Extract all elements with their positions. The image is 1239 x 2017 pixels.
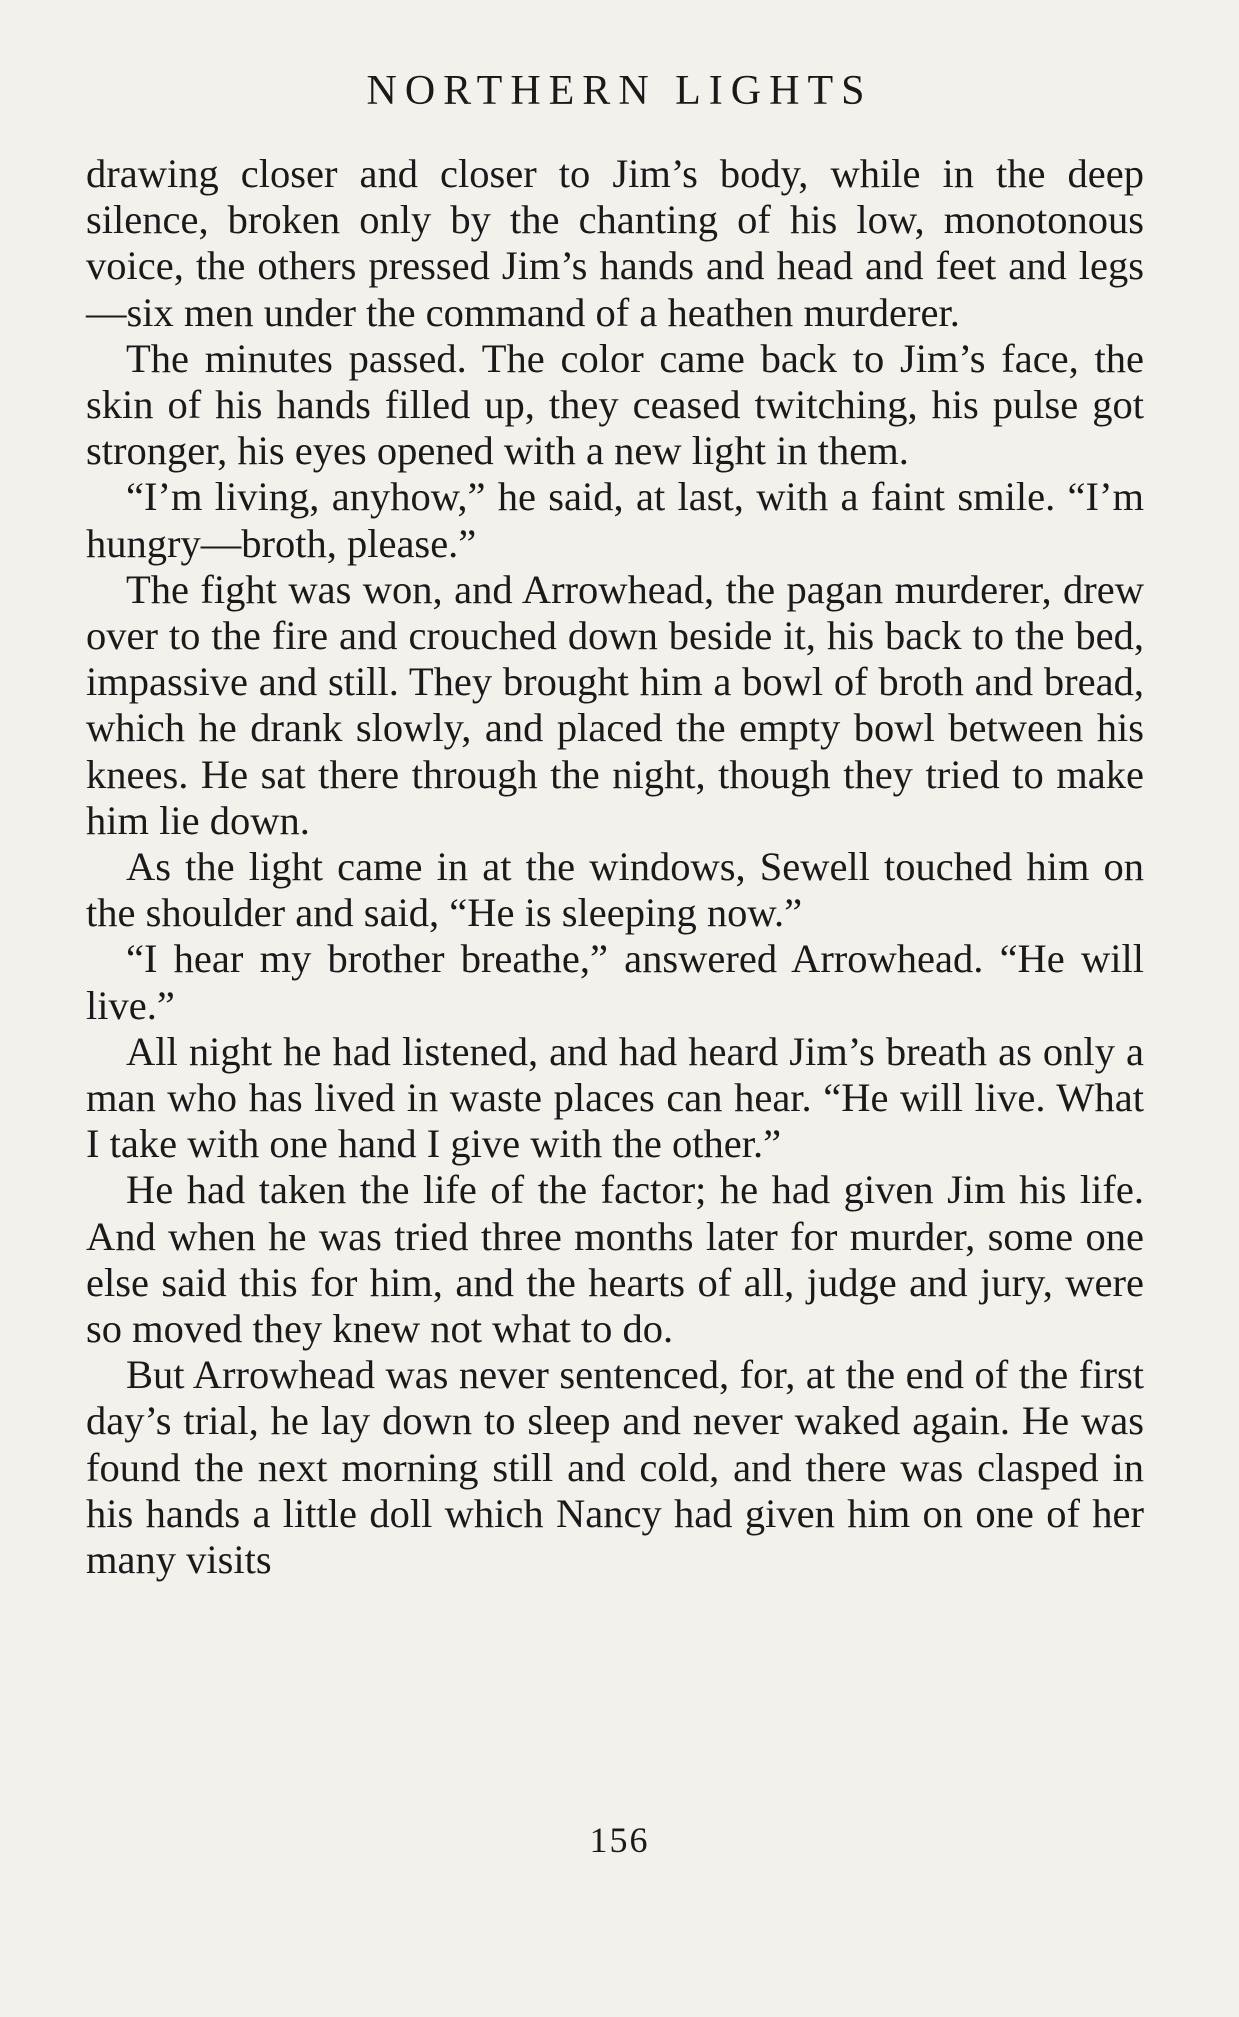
body-text (86, 151, 1144, 1583)
paragraph-7: All night he had listened, and had heard Jim’s breath as only a man who has lived in waste places can hear. “He will live. What I take with one hand I give with the other.” (86, 1028, 1144, 1167)
paragraph-4: The fight was won, and Arrowhead, the pagan murderer, drew over to the fire and crouched down beside it, his back to the bed, impassive and still. They brought him a bowl of broth and bread, which he drank slowly, and placed the empty bowl between his knees. He sat there through the night, though they tried to make him lie down. (86, 566, 1144, 843)
paragraph-2: The minutes passed. The color came back to Jim’s face, the skin of his hands filled up, they ceased twitching, his pulse got stronger, his eyes opened with a new light in them. (86, 335, 1144, 474)
paragraph-6: “I hear my brother breathe,” answered Arrowhead. “He will live.” (86, 936, 1144, 1028)
paragraph-9: But Arrowhead was never sentenced, for, at the end of the first day’s trial, he lay down to sleep and never waked again. He was found the next morning still and cold, and there was clasped in his hands a little doll which Nancy had given him on one of her many visits (86, 1352, 1144, 1583)
paragraph-1: drawing closer and closer to Jim’s body, while in the deep silence, broken only by the chanting of his low, monotonous voice, the others pressed Jim’s hands and head and feet and legs—six men under the command of a heathen murderer. (86, 151, 1144, 335)
running-head: NORTHERN LIGHTS (366, 68, 873, 114)
page-number: 156 (589, 1820, 650, 1860)
paragraph-8: He had taken the life of the factor; he had given Jim his life. And when he was tried three months later for murder, some one else said this for him, and the hearts of all, judge and jury, were so moved they knew not what to do. (86, 1167, 1144, 1352)
paragraph-3: “I’m living, anyhow,” he said, at last, with a faint smile. “I’m hungry—broth, please.” (86, 474, 1144, 566)
paragraph-5: As the light came in at the windows, Sewell touched him on the shoulder and said, “He is sleeping now.” (86, 844, 1144, 936)
